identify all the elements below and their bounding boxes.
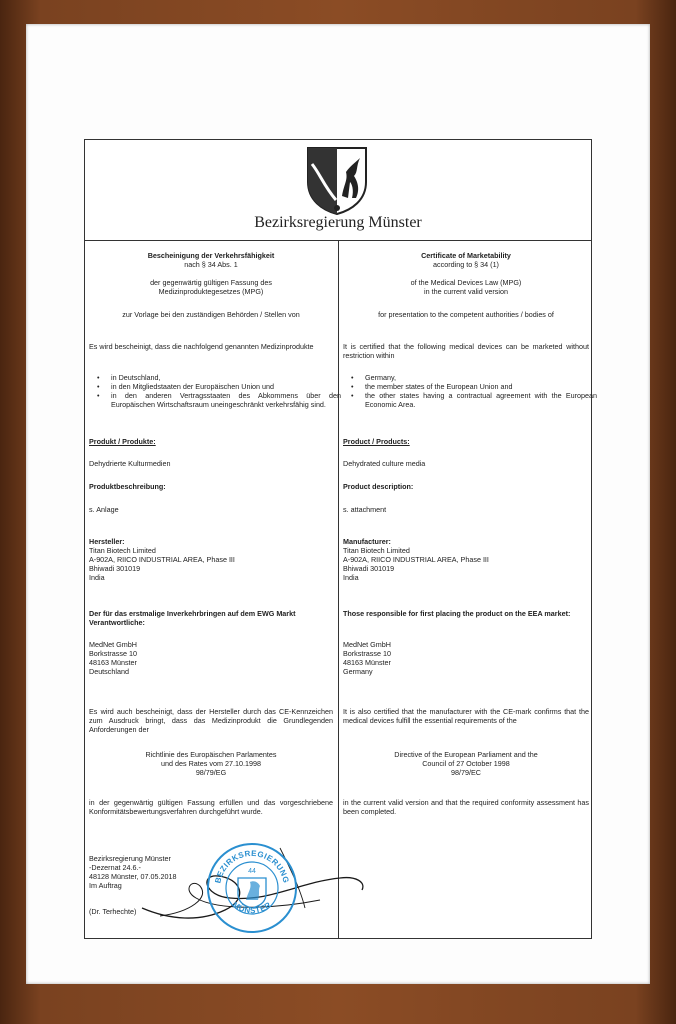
- german-conformity: in der gegenwärtig gültigen Fassung erfüllen und das vorgeschriebene Konformitätsbewertungsverfahren durchgeführt wurde.: [89, 798, 333, 816]
- english-law-line1: of the Medical Devices Law (MPG): [410, 278, 522, 287]
- authority-name: Bezirksregierung Münster: [254, 214, 422, 231]
- column-divider: [338, 240, 339, 938]
- coat-of-arms-icon: [304, 144, 370, 216]
- english-responsible-line: MedNet GmbH: [343, 640, 391, 649]
- list-item: • in den Mitgliedstaaten der Europäischen Union und: [101, 382, 341, 391]
- english-country-list: [343, 373, 597, 409]
- english-subtitle: according to § 34 (1): [433, 260, 499, 269]
- english-certified-intro: It is certified that the following medical devices can be marketed without restriction within: [343, 342, 589, 360]
- stamp-number: 44: [248, 868, 256, 875]
- english-directive-line: Directive of the European Parliament and the: [394, 750, 538, 759]
- german-responsible-line: Deutschland: [89, 667, 129, 676]
- german-law-line1: der gegenwärtig gültigen Fassung des: [150, 278, 272, 287]
- english-manufacturer-line: Titan Biotech Limited: [343, 546, 410, 555]
- german-law-line2: Medizinproduktegesetzes (MPG): [158, 287, 264, 296]
- stamp-text-top: BEZIRKSREGIERUNG: [213, 848, 291, 885]
- english-manufacturer-line: Bhiwadi 301019: [343, 564, 395, 573]
- english-responsible-line: 48163 Münster: [343, 658, 391, 667]
- german-presentation: zur Vorlage bei den zuständigen Behörden / Stellen von: [122, 310, 300, 319]
- signer-name: (Dr. Terhechte): [89, 907, 137, 916]
- list-item: • the other states having a contractual agreement with the European Economic Area.: [355, 391, 597, 409]
- german-directive-line: Richtlinie des Europäischen Parlamentes: [145, 750, 277, 759]
- english-presentation: for presentation to the competent authorities / bodies of: [378, 310, 554, 319]
- german-directive-line: 98/79/EG: [195, 768, 227, 777]
- signature-line: -Dezernat 24.6.-: [89, 863, 141, 872]
- certificate-document: [84, 139, 597, 939]
- english-title: Certificate of Marketability: [421, 251, 511, 260]
- official-stamp-icon: [206, 842, 298, 934]
- german-manufacturer-line: India: [89, 573, 105, 582]
- english-responsible-line: Borkstrasse 10: [343, 649, 391, 658]
- list-item: • in Deutschland,: [101, 373, 341, 382]
- english-conformity: in the current valid version and that the required conformity assessment has been completed.: [343, 798, 589, 816]
- english-directive-line: Council of 27 October 1998: [422, 759, 510, 768]
- german-country-list: [89, 373, 341, 409]
- english-manufacturer-line: A-902A, RIICO INDUSTRIAL AREA, Phase III: [343, 555, 489, 564]
- german-responsible-line: Borkstrasse 10: [89, 649, 137, 658]
- german-product-heading: Produkt / Produkte:: [89, 437, 156, 446]
- german-responsible-line: 48163 Münster: [89, 658, 137, 667]
- english-responsible-line: Germany: [343, 667, 373, 676]
- english-description-heading: Product description:: [343, 482, 414, 491]
- german-manufacturer-line: A-902A, RIICO INDUSTRIAL AREA, Phase III: [89, 555, 235, 564]
- signature-line: Im Auftrag: [89, 881, 122, 890]
- german-responsible-line: MedNet GmbH: [89, 640, 137, 649]
- german-ce-text: Es wird auch bescheinigt, dass der Hersteller durch das CE-Kennzeichen zum Ausdruck bringt, dass das Medizinprodukt die Grundlegenden Anforderungen der: [89, 707, 333, 734]
- list-item: • the member states of the European Union and: [355, 382, 597, 391]
- german-description-value: s. Anlage: [89, 505, 119, 514]
- english-directive-line: 98/79/EC: [451, 768, 481, 777]
- german-certified-intro: Es wird bescheinigt, dass die nachfolgend genannten Medizinprodukte: [89, 342, 314, 351]
- english-description-value: s. attachment: [343, 505, 387, 514]
- german-manufacturer-heading: Hersteller:: [89, 537, 125, 546]
- german-manufacturer-line: Bhiwadi 301019: [89, 564, 141, 573]
- signature-line: 48128 Münster, 07.05.2018: [89, 872, 177, 881]
- english-ce-text: It is also certified that the manufacturer with the CE-mark confirms that the medical devices fulfill the essential requirements of the: [343, 707, 589, 725]
- german-subtitle: nach § 34 Abs. 1: [184, 260, 238, 269]
- list-item: • in den anderen Vertragsstaaten des Abkommens über den Europäischen Wirtschaftsraum uneingeschränkt verkehrsfähig sind.: [101, 391, 341, 409]
- german-directive-line: und des Rates vom 27.10.1998: [161, 759, 261, 768]
- german-responsible-heading: Der für das erstmalige Inverkehrbringen auf dem EWG Markt Verantwortliche:: [89, 609, 296, 627]
- english-responsible-heading: Those responsible for first placing the product on the EEA market:: [343, 609, 571, 618]
- list-item: • Germany,: [355, 373, 597, 382]
- document-header: [85, 140, 591, 241]
- german-description-heading: Produktbeschreibung:: [89, 482, 166, 491]
- english-manufacturer-heading: Manufacturer:: [343, 537, 391, 546]
- english-law-line2: in the current valid version: [424, 287, 508, 296]
- stamp-text-bottom: MÜNSTER: [230, 900, 274, 916]
- german-manufacturer-line: Titan Biotech Limited: [89, 546, 156, 555]
- german-product-value: Dehydrierte Kulturmedien: [89, 459, 171, 468]
- english-product-value: Dehydrated culture media: [343, 459, 426, 468]
- english-manufacturer-line: India: [343, 573, 359, 582]
- german-title: Bescheinigung der Verkehrsfähigkeit: [147, 251, 275, 260]
- signature-line: Bezirksregierung Münster: [89, 854, 171, 863]
- english-product-heading: Product / Products:: [343, 437, 410, 446]
